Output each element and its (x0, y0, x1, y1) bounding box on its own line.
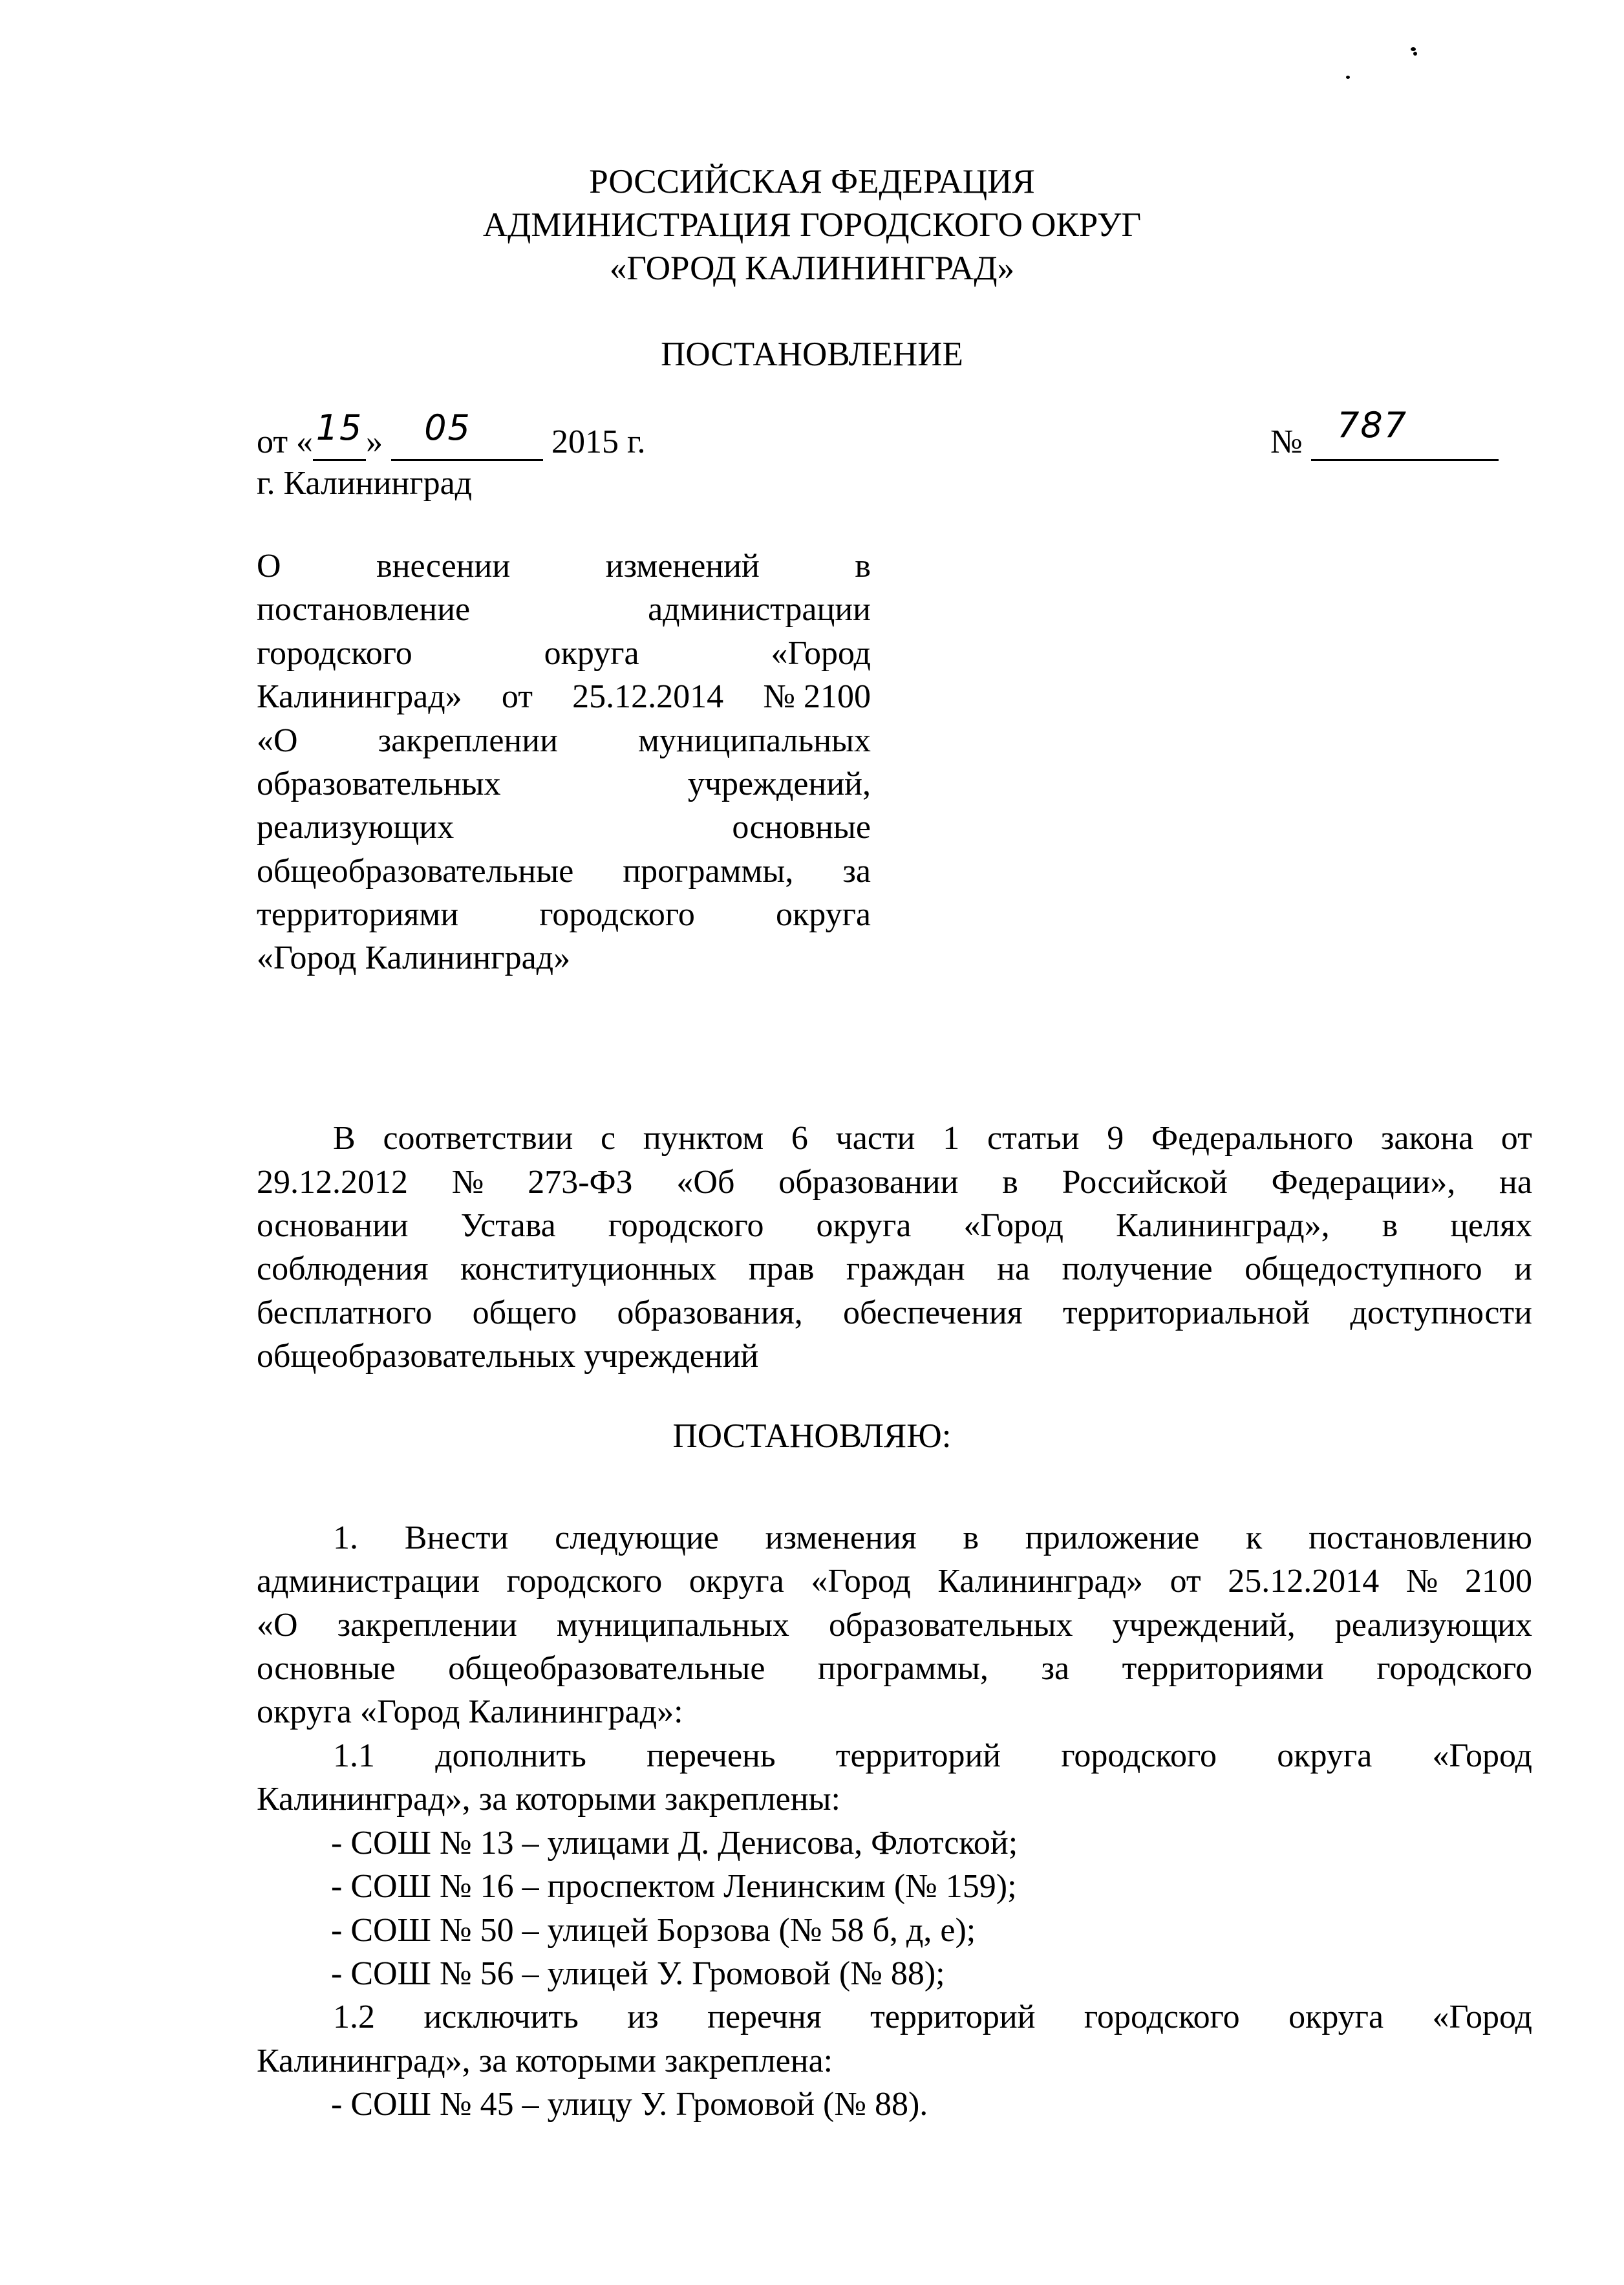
word: округа (816, 1207, 912, 1244)
list-item-added-territory: - СОШ № 50 – улицей Борзова (№ 58 б, д, е); (331, 1912, 976, 1949)
item1-2-line: Калининград», за которыми закреплена: (257, 2043, 833, 2079)
word: «Об (676, 1164, 735, 1201)
word: общеобразовательные (257, 853, 574, 890)
item1-line (333, 1521, 1532, 1555)
word: образования, (617, 1294, 803, 1331)
word: образовательных (828, 1607, 1073, 1644)
title-line (257, 941, 871, 975)
word: части (835, 1120, 915, 1157)
word: бесплатного (257, 1294, 433, 1331)
word: и (1514, 1250, 1532, 1287)
title-line (257, 855, 871, 888)
word: городского (608, 1207, 764, 1244)
word: 6 (791, 1120, 808, 1157)
preamble-line (257, 1166, 1532, 1199)
word: администрации (648, 591, 871, 628)
date-line (257, 407, 646, 461)
item1-1-line (333, 1739, 1532, 1773)
word: соблюдения (257, 1250, 429, 1287)
title-line (257, 680, 871, 714)
scan-speck (1411, 47, 1416, 51)
word: Калининград» (257, 678, 462, 715)
word: постановлению (1309, 1519, 1532, 1556)
date-prefix: от « (257, 424, 314, 460)
word: 25.12.2014 (572, 678, 724, 715)
word: целях (1450, 1207, 1532, 1244)
title-line (257, 898, 871, 932)
word: «О (257, 722, 298, 759)
header-country: РОССИЙСКАЯ ФЕДЕРАЦИЯ (589, 163, 1035, 200)
preamble-line (333, 1122, 1532, 1155)
word: общеобразовательные (448, 1650, 765, 1687)
word: в (855, 548, 871, 585)
word: «Город (811, 1563, 911, 1600)
word: муниципальных (637, 722, 871, 759)
title-line (257, 724, 871, 758)
word: округа (1277, 1737, 1373, 1774)
word: статьи (987, 1120, 1080, 1157)
item1-line (257, 1565, 1532, 1598)
resolve-heading: ПОСТАНОВЛЯЮ: (672, 1417, 952, 1455)
word: реализующих (257, 809, 454, 846)
word: прав (748, 1250, 815, 1287)
word: 1. (333, 1519, 358, 1556)
word: за (1041, 1650, 1070, 1687)
number-label: № (1270, 424, 1303, 460)
document-number (1270, 405, 1499, 461)
word: образовании (778, 1164, 959, 1201)
number-field (1311, 405, 1499, 461)
word: от (1170, 1563, 1201, 1600)
word: территорий (870, 1999, 1036, 2035)
word: городского (1376, 1650, 1532, 1687)
date-year: 2015 г. (551, 424, 646, 460)
word: в (1002, 1164, 1018, 1201)
word: за (842, 853, 871, 890)
word: основании (257, 1207, 409, 1244)
word: граждан (846, 1250, 965, 1287)
item1-line: округа «Город Калининград»: (257, 1693, 683, 1730)
word: изменения (765, 1519, 917, 1556)
word: перечень (646, 1737, 776, 1774)
word: «Город (1432, 1737, 1532, 1774)
word: городского (539, 896, 695, 933)
word: на (997, 1250, 1031, 1287)
word: О (257, 548, 281, 585)
word: дополнить (435, 1737, 586, 1774)
item1-1-line: Калининград», за которыми закреплены: (257, 1781, 840, 1818)
title-line (257, 637, 871, 670)
word: «Город (963, 1207, 1063, 1244)
list-item-added-territory: - СОШ № 56 – улицей У. Громовой (№ 88); (331, 1955, 945, 1992)
title-line (257, 593, 871, 627)
date-day-value: 15 (315, 407, 363, 448)
preamble-line: общеобразовательных учреждений (257, 1338, 759, 1375)
word: Федерального (1151, 1120, 1354, 1157)
title-line (257, 811, 871, 844)
list-item-added-territory: - СОШ № 16 – проспектом Ленинским (№ 159); (331, 1868, 1017, 1905)
scan-speck (1346, 76, 1350, 79)
list-item-removed-territory: - СОШ № 45 – улицу У. Громовой (№ 88). (331, 2086, 928, 2123)
word: 1.2 (333, 1999, 375, 2035)
word: «Город (771, 635, 871, 672)
word: округа (544, 635, 639, 672)
word: в (1382, 1207, 1398, 1244)
header-administration: АДМИНИСТРАЦИЯ ГОРОДСКОГО ОКРУГ (482, 206, 1142, 244)
word: постановление (257, 591, 471, 628)
word: городского (1084, 1999, 1240, 2035)
item1-line (257, 1609, 1532, 1642)
number-value: 787 (1337, 405, 1408, 445)
word: от (1501, 1120, 1532, 1157)
word: территориальной (1062, 1294, 1310, 1331)
preamble-line (257, 1296, 1532, 1330)
date-day-field (313, 407, 366, 461)
word: округа (775, 896, 871, 933)
word: территориями (257, 896, 459, 933)
word: на (1499, 1164, 1532, 1201)
word: общедоступного (1245, 1250, 1482, 1287)
word: следующие (555, 1519, 719, 1556)
preamble-line (257, 1252, 1532, 1286)
preamble-line (257, 1209, 1532, 1243)
word: «О (257, 1607, 298, 1644)
title-line (257, 767, 871, 801)
word: городского (1061, 1737, 1217, 1774)
word: территорий (835, 1737, 1001, 1774)
header-city: «ГОРОД КАЛИНИНГРАД» (609, 250, 1015, 287)
list-item-added-territory: - СОШ № 13 – улицами Д. Денисова, Флотской; (331, 1825, 1018, 1861)
word: Устава (460, 1207, 556, 1244)
word: Внести (404, 1519, 509, 1556)
word: основные (732, 809, 871, 846)
word: внесении (376, 548, 511, 585)
word: получение (1062, 1250, 1213, 1287)
word: округа (689, 1563, 784, 1600)
word: программы, (623, 853, 794, 890)
word: № (451, 1164, 484, 1201)
word: основные (257, 1650, 396, 1687)
word: общего (472, 1294, 577, 1331)
word: соответствии (383, 1120, 573, 1157)
word: из (627, 1999, 659, 2035)
item1-line (257, 1652, 1532, 1686)
word: 29.12.2012 (257, 1164, 408, 1201)
scan-speck (1413, 52, 1417, 56)
item1-2-line (333, 2001, 1532, 2034)
word: учреждений, (1112, 1607, 1296, 1644)
date-mid: » (366, 424, 383, 460)
word: администрации (257, 1563, 480, 1600)
word: приложение (1025, 1519, 1200, 1556)
word: городского (257, 635, 412, 672)
word: округа (1288, 1999, 1384, 2035)
word: исключить (423, 1999, 579, 2035)
word: Калининград» (937, 1563, 1144, 1600)
word: изменений (605, 548, 760, 585)
title-line (257, 550, 871, 583)
word: доступности (1350, 1294, 1532, 1331)
word: 1 (943, 1120, 960, 1157)
word: с (601, 1120, 616, 1157)
word: образовательных (257, 766, 501, 802)
word: «Город (1432, 1999, 1532, 2035)
date-month-field (391, 407, 543, 461)
word: территориями (1122, 1650, 1324, 1687)
word: пунктом (643, 1120, 764, 1157)
date-month-value: 05 (424, 407, 471, 448)
city-line: г. Калининград (257, 465, 473, 502)
word: закона (1380, 1120, 1474, 1157)
word: городского (506, 1563, 663, 1600)
word: в (963, 1519, 979, 1556)
word: 273-ФЗ (528, 1164, 633, 1201)
word: от (501, 678, 533, 715)
word: В (333, 1120, 356, 1157)
word: конституционных (460, 1250, 717, 1287)
word: учреждений, (687, 766, 871, 802)
word: перечня (707, 1999, 822, 2035)
word: к (1246, 1519, 1263, 1556)
word: № (1405, 1563, 1438, 1600)
word: муниципальных (556, 1607, 789, 1644)
word: обеспечения (843, 1294, 1023, 1331)
document-type-heading: ПОСТАНОВЛЕНИЕ (661, 336, 963, 373)
word: 1.1 (333, 1737, 375, 1774)
word: закреплении (337, 1607, 517, 1644)
word: реализующих (1334, 1607, 1532, 1644)
word: Российской (1062, 1164, 1228, 1201)
word: «Город Калининград» (257, 939, 571, 976)
word: 9 (1107, 1120, 1124, 1157)
word: программы, (817, 1650, 988, 1687)
word: Калининград», (1115, 1207, 1330, 1244)
word: Федерации», (1271, 1164, 1456, 1201)
word: № 2100 (763, 678, 871, 715)
word: закреплении (378, 722, 558, 759)
word: 25.12.2014 (1228, 1563, 1380, 1600)
word: 2100 (1464, 1563, 1532, 1600)
